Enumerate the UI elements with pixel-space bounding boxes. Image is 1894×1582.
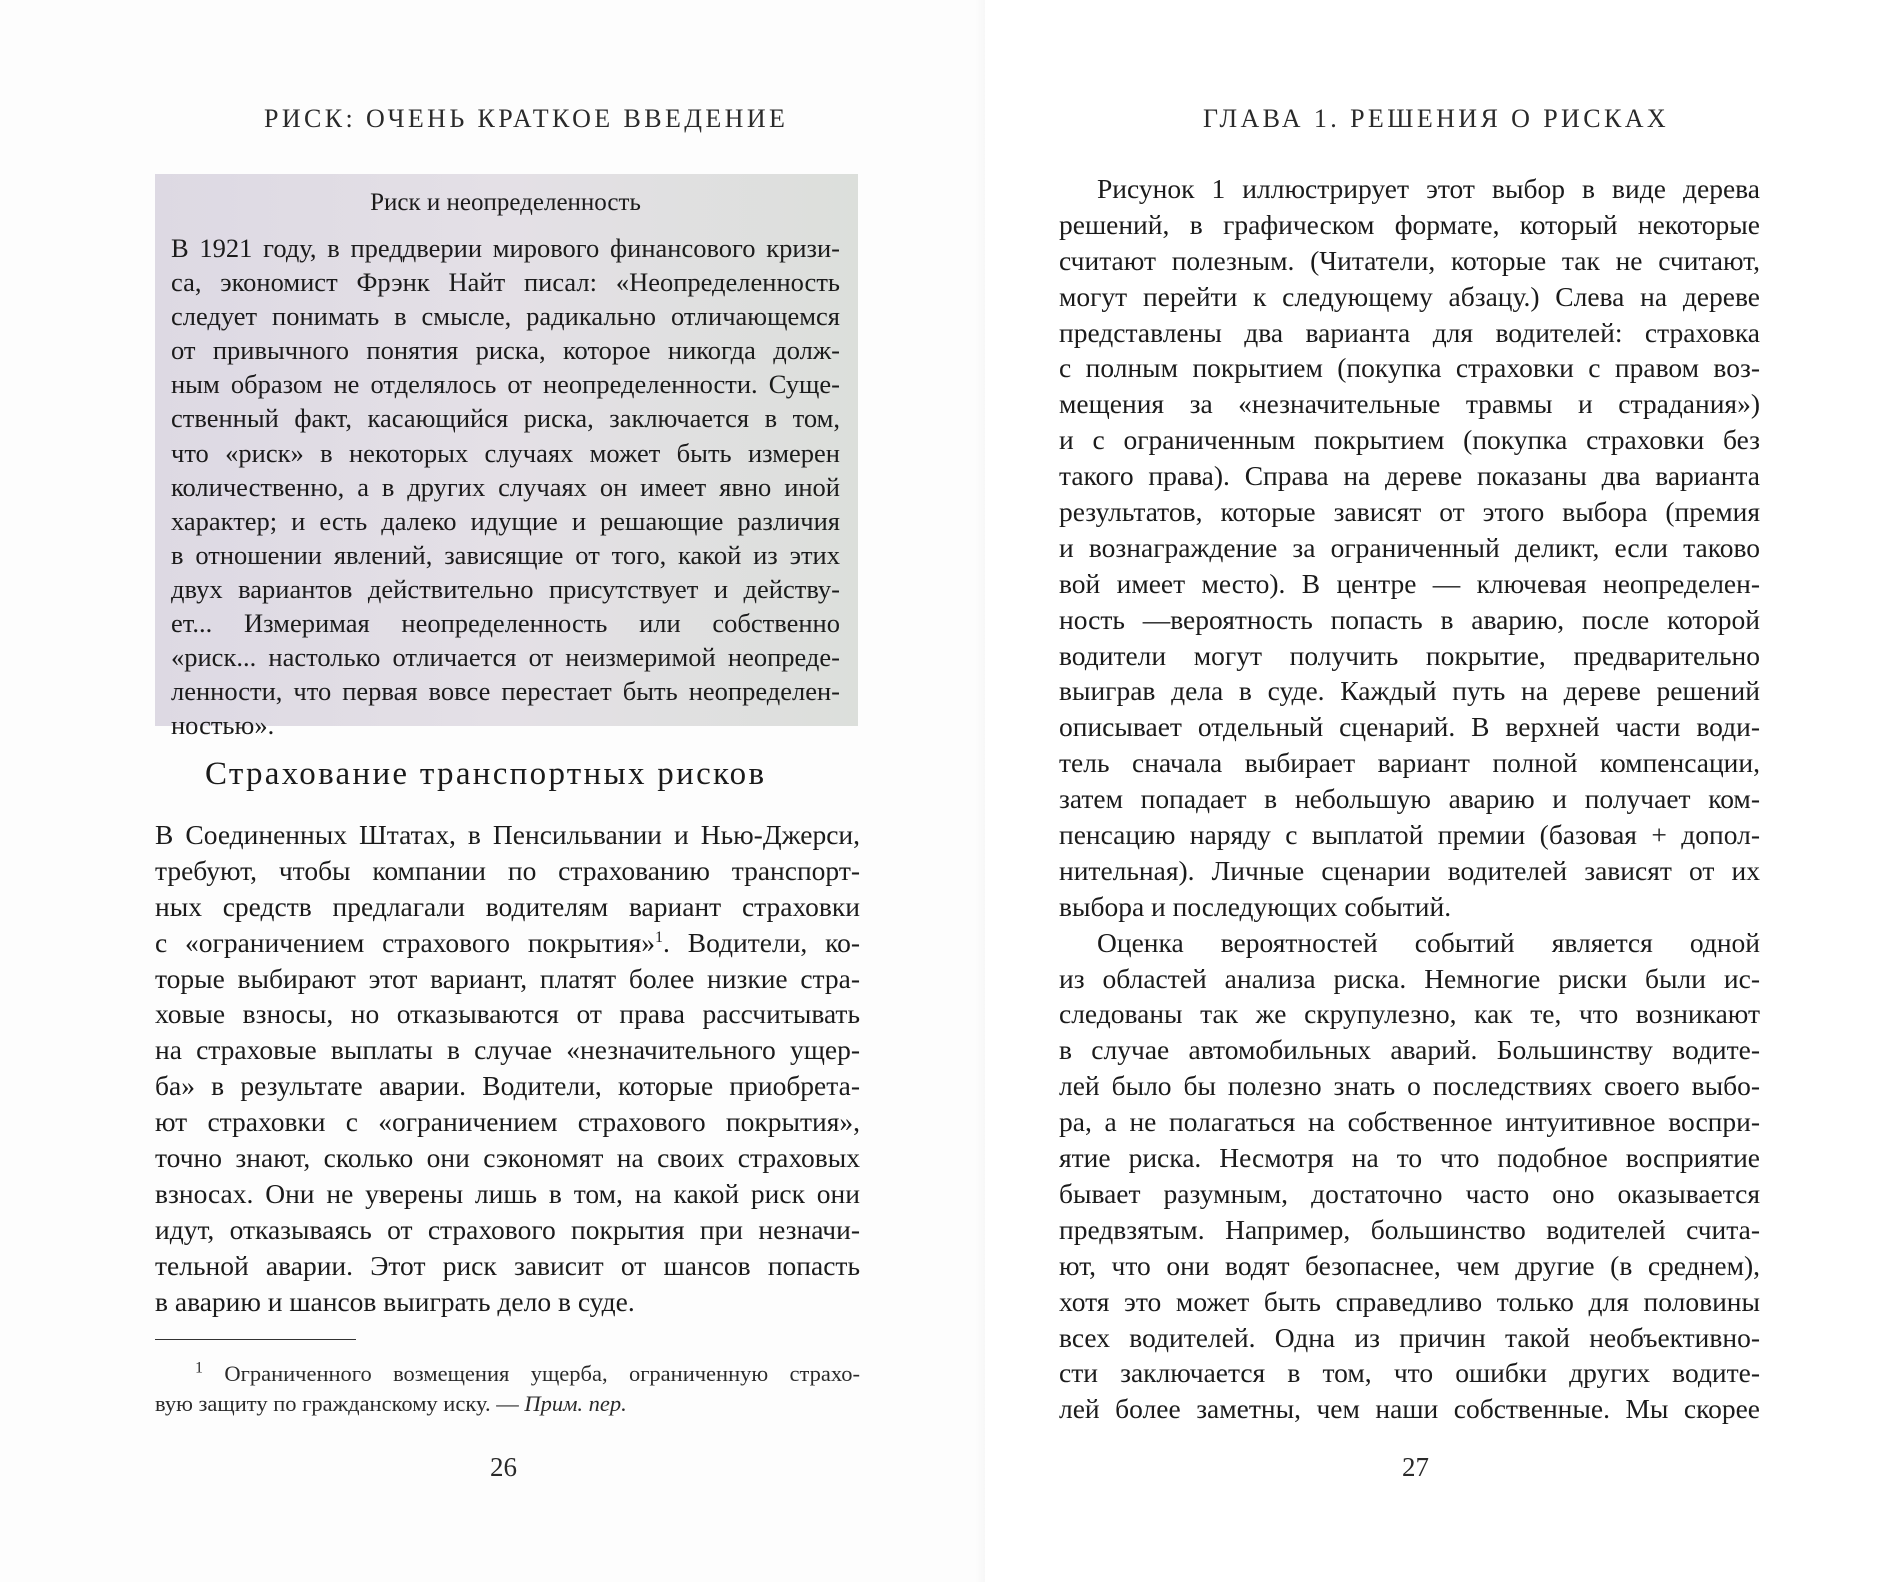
body-line: ховые взносы, но отказываются от права рассчитывать xyxy=(155,998,860,1030)
body-line: из областей анализа риска. Немногие риски были ис- xyxy=(1059,962,1760,994)
body-line: взносах. Они не уверены лишь в том, на какой риск они xyxy=(155,1177,860,1209)
body-line: результатов, которые зависят от этого выбора (премия xyxy=(1059,496,1760,528)
footnote-line xyxy=(155,1359,860,1389)
body-line: на страховые выплаты в случае «незначительного ущер- xyxy=(155,1034,860,1066)
footnote xyxy=(155,1359,860,1419)
body-line: решений, в графическом формате, который некоторые xyxy=(1059,208,1760,240)
body-line: бывает разумным, достаточно часто оно оказывается xyxy=(1059,1177,1760,1209)
body-line: могут перейти к следующему абзацу.) Слева на дереве xyxy=(1059,280,1760,312)
sidebar-line: количественно, а в других случаях он имеет явно иной xyxy=(171,471,840,502)
body-line: ба» в результате аварии. Водители, которые приобрета- xyxy=(155,1070,860,1102)
body-line: ют, что они водят безопаснее, чем другие (в среднем), xyxy=(1059,1249,1760,1281)
body-line: и с ограниченным покрытием (покупка страховки без xyxy=(1059,424,1760,456)
body-line: торые выбирают этот вариант, платят более низкие стра- xyxy=(155,962,860,994)
body-line: всех водителей. Одна из причин такой необъективно- xyxy=(1059,1321,1760,1353)
sidebar-line: следует понимать в смысле, радикально отличающемся xyxy=(171,301,840,332)
body-line: пенсацию наряду с выплатой премии (базовая + допол- xyxy=(1059,819,1760,851)
footnote-translator-note: Прим. пер. xyxy=(524,1391,627,1416)
footnote-text: вую защиту по гражданскому иску. — xyxy=(155,1391,525,1416)
sidebar-line: что «риск» в некоторых случаях может быть измерен xyxy=(171,437,840,468)
body-line: выбора и последующих событий. xyxy=(1059,890,1452,922)
body-line: следованы так же скрупулезно, как те, что возникают xyxy=(1059,998,1760,1030)
body-line: тельной аварии. Этот риск зависит от шансов попасть xyxy=(155,1249,860,1281)
sidebar-line: са, экономист Фрэнк Найт писал: «Неопределенность xyxy=(171,267,840,298)
body-line: точно знают, сколько они сэкономят на своих страховых xyxy=(155,1142,860,1174)
sidebar-box-risk-uncertainty xyxy=(155,174,858,741)
body-line: ют страховки с «ограничением страхового покрытия», xyxy=(155,1106,860,1138)
body-line: и вознаграждение за ограниченный деликт, если таково xyxy=(1059,531,1760,563)
sidebar-line: ленности, что первая вовсе перестает быть неопределен- xyxy=(171,676,840,707)
body-line: ра, а не полагаться на собственное интуитивное воспри- xyxy=(1059,1106,1760,1138)
left-body-text xyxy=(155,817,860,1319)
footnote-reference: 1 xyxy=(655,928,664,946)
body-line: Оценка вероятностей событий является одной xyxy=(1097,926,1760,958)
footnote-marker: 1 xyxy=(195,1359,203,1377)
footnote-line xyxy=(155,1389,860,1419)
body-text: . Водители, ко- xyxy=(663,926,861,958)
sidebar-line: ным образом не отделялось от неопределенности. Суще- xyxy=(171,369,840,400)
left-running-head: РИСК: ОЧЕНЬ КРАТКОЕ ВВЕДЕНИЕ xyxy=(264,104,789,133)
body-line: затем попадает в небольшую аварию и получает ком- xyxy=(1059,783,1760,815)
body-line: ятие риска. Несмотря на то что подобное восприятие xyxy=(1059,1142,1760,1174)
body-line: сти заключается в том, что ошибки других водите- xyxy=(1059,1357,1760,1389)
body-line: выиграв дела в суде. Каждый путь на дереве решений xyxy=(1059,675,1760,707)
section-heading: Страхование транспортных рисков xyxy=(205,756,767,792)
sidebar-title: Риск и неопределенность xyxy=(370,189,641,216)
body-line: лей более заметны, чем наши собственные. Мы скорее xyxy=(1059,1393,1760,1425)
body-line: считают полезным. (Читатели, которые так не считают, xyxy=(1059,244,1760,276)
sidebar-line: в отношении явлений, зависящие от того, какой из этих xyxy=(171,539,840,570)
footnote-divider xyxy=(155,1339,356,1340)
sidebar-line: ностью». xyxy=(171,710,275,741)
body-line: требуют, чтобы компании по страхованию транспорт- xyxy=(155,854,860,886)
right-page xyxy=(985,0,1894,1582)
body-line: предвзятым. Например, большинство водителей счита- xyxy=(1059,1213,1760,1245)
right-body-text xyxy=(1059,171,1760,1427)
body-line: в аварию и шансов выиграть дело в суде. xyxy=(155,1285,635,1317)
sidebar-text xyxy=(171,231,840,742)
body-line: Рисунок 1 иллюстрирует этот выбор в виде дерева xyxy=(1097,173,1760,204)
page-number-right: 27 xyxy=(1402,1452,1429,1482)
body-line: В Соединенных Штатах, в Пенсильвании и Нью-Джерси, xyxy=(155,819,860,850)
body-text: с «ограничением страхового покрытия» xyxy=(155,926,656,958)
body-line: лей было бы полезно знать о последствиях своего выбо- xyxy=(1059,1070,1760,1102)
sidebar-line: ственный факт, касающийся риска, заключается в том, xyxy=(171,403,840,434)
body-line: вой имеет место). В центре — ключевая неопределен- xyxy=(1059,567,1760,599)
body-line: тель сначала выбирает вариант полной компенсации, xyxy=(1059,747,1760,779)
body-line: описывает отдельный сценарий. В верхней части води- xyxy=(1059,711,1760,743)
sidebar-line: «риск... настолько отличается от неизмеримой неопреде- xyxy=(171,642,840,673)
body-line: нительная). Личные сценарии водителей зависят от их xyxy=(1059,854,1760,886)
right-running-head: ГЛАВА 1. РЕШЕНИЯ О РИСКАХ xyxy=(1203,104,1670,133)
sidebar-line: характер; и есть далеко идущие и решающие различия xyxy=(171,505,840,536)
sidebar-line: ет... Измеримая неопределенность или собственно xyxy=(171,608,840,639)
sidebar-line: от привычного понятия риска, которое никогда долж- xyxy=(171,335,840,366)
body-line: представлены два варианта для водителей: страховка xyxy=(1059,316,1760,348)
footnote-text: Ограниченного возмещения ущерба, ограниченную страхо- xyxy=(224,1361,861,1386)
body-line: мещения за «незначительные травмы и страдания») xyxy=(1059,388,1760,420)
sidebar-line: двух вариантов действительно присутствует и действу- xyxy=(171,573,840,604)
page-number-left: 26 xyxy=(490,1452,517,1482)
body-line: хотя это может быть справедливо только для половины xyxy=(1059,1285,1760,1317)
body-line: ность —вероятность попасть в аварию, после которой xyxy=(1059,603,1760,635)
body-line: водители могут получить покрытие, предварительно xyxy=(1059,639,1760,671)
body-line: в случае автомобильных аварий. Большинству водите- xyxy=(1059,1034,1760,1066)
body-line: такого права). Справа на дереве показаны два варианта xyxy=(1059,460,1760,492)
body-line: ных средств предлагали водителям вариант страховки xyxy=(155,890,860,922)
body-line: с полным покрытием (покупка страховки с правом воз- xyxy=(1059,352,1760,384)
body-line: идут, отказываясь от страхового покрытия при незначи- xyxy=(155,1213,860,1245)
sidebar-line: В 1921 году, в преддверии мирового финансового кризи- xyxy=(171,233,840,263)
body-line xyxy=(155,925,860,961)
